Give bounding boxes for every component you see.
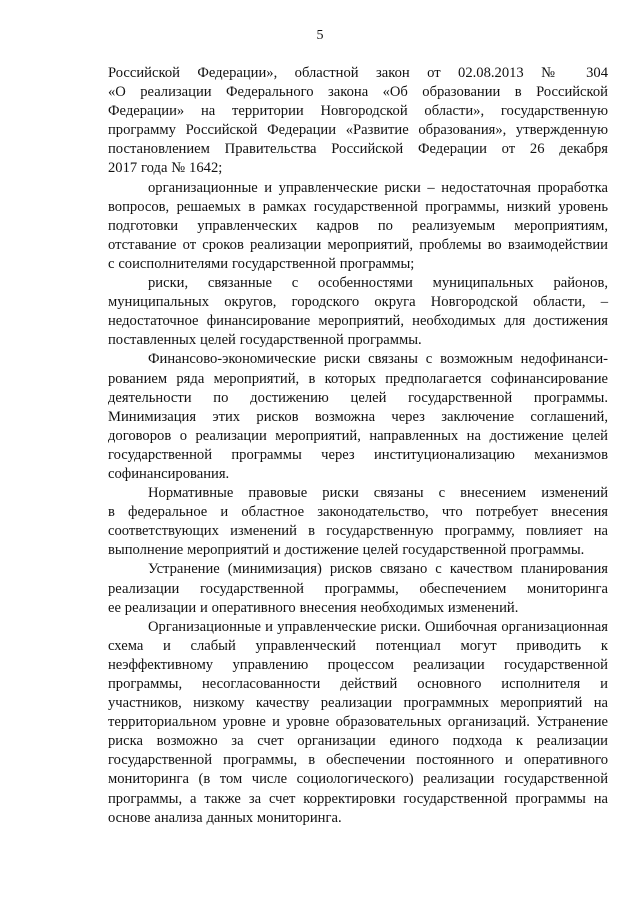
- text-line: в федеральное и областное законодательство, что потребует внесения: [108, 504, 608, 521]
- text-line: с соисполнителями государственной программы;: [108, 255, 415, 272]
- paragraph-financial-risks: [108, 350, 608, 484]
- paragraph-organizational-risks: [108, 179, 608, 274]
- text-line: программы, а также за счет корректировки государственной программы на: [108, 790, 608, 807]
- paragraph-risk-mitigation: [108, 560, 608, 617]
- text-line: постановлением Правительства Российской Федерации от 26 декабря: [108, 141, 608, 158]
- text-line: неэффективному управлению процессом реализации государственной: [108, 656, 608, 673]
- text-line: организационные и управленческие риски – недостаточная проработка: [148, 179, 608, 196]
- text-line: риска возможно за счет организации единого подхода к реализации: [108, 733, 608, 750]
- paragraph-law-references: [108, 64, 608, 179]
- text-line: ее реализации и оперативного внесения необходимых изменений.: [108, 599, 519, 616]
- text-line: Финансово-экономические риски связаны с возможным недофинанси-: [148, 351, 608, 368]
- text-line: Российской Федерации», областной закон от 02.08.2013 № 304: [108, 65, 608, 81]
- text-line: государственной программы через институционализацию механизмов: [108, 446, 608, 463]
- text-line: деятельности по достижению целей государственной программы.: [108, 389, 608, 406]
- text-line: программы, несогласованности действий основного исполнителя и: [108, 676, 608, 692]
- text-line: реализации государственной программы, обеспечением мониторинга: [108, 580, 608, 597]
- page-number: 5: [316, 28, 324, 43]
- text-line: Минимизация этих рисков возможна через заключение соглашений,: [108, 408, 608, 425]
- paragraph-legal-risks: [108, 484, 608, 560]
- text-line: подготовки управленческих кадров по реализуемым мероприятиям,: [108, 217, 608, 234]
- text-line: Нормативные правовые риски связаны с внесением изменений: [148, 485, 608, 502]
- text-line: Устранение (минимизация) рисков связано с качеством планирования: [148, 561, 608, 578]
- document-body: [108, 64, 608, 828]
- text-line: муниципальных округов, городского округа Новгородской области, –: [108, 294, 608, 311]
- text-line: 2017 года № 1642;: [108, 160, 223, 177]
- text-line: Организационные и управленческие риски. Ошибочная организационная: [148, 618, 608, 635]
- text-line: Федерации» на территории Новгородской области», государственную: [108, 103, 608, 120]
- text-line: рованием ряда мероприятий, в которых предполагается софинансирование: [108, 370, 608, 387]
- text-line: «О реализации Федерального закона «Об образовании в Российской: [108, 84, 608, 101]
- text-line: софинансирования.: [108, 465, 230, 482]
- text-line: схема и слабый управленческий потенциал могут приводить к: [108, 637, 608, 654]
- text-line: выполнение мероприятий и достижение целей государственной программы.: [108, 542, 585, 559]
- text-line: поставленных целей государственной программы.: [108, 332, 422, 349]
- text-line: участников, низкому качеству реализации программных мероприятий на: [108, 695, 608, 712]
- text-line: государственной программы, в обеспечении постоянного и оперативного: [108, 752, 608, 769]
- text-line: отставание от сроков реализации мероприятий, проблемы во взаимодействии: [108, 236, 608, 253]
- text-line: недостаточное финансирование мероприятий, необходимых для достижения: [108, 313, 608, 330]
- text-line: договоров о реализации мероприятий, направленных на достижение целей: [108, 427, 608, 444]
- text-line: территориальном уровне и уровне образовательных организаций. Устранение: [108, 714, 608, 731]
- text-line: мониторинга (в том числе социологического) реализации государственной: [108, 771, 608, 788]
- paragraph-management-risks: [108, 618, 608, 828]
- text-line: вопросов, решаемых в рамках государственной программы, низкий уровень: [108, 198, 608, 215]
- text-line: риски, связанные с особенностями муниципальных районов,: [148, 275, 608, 292]
- text-line: соответствующих изменений в государственную программу, повлияет на: [108, 523, 608, 540]
- paragraph-municipal-risks: [108, 274, 608, 350]
- text-line: основе анализа данных мониторинга.: [108, 809, 342, 826]
- text-line: программу Российской Федерации «Развитие образования», утвержденную: [108, 122, 608, 139]
